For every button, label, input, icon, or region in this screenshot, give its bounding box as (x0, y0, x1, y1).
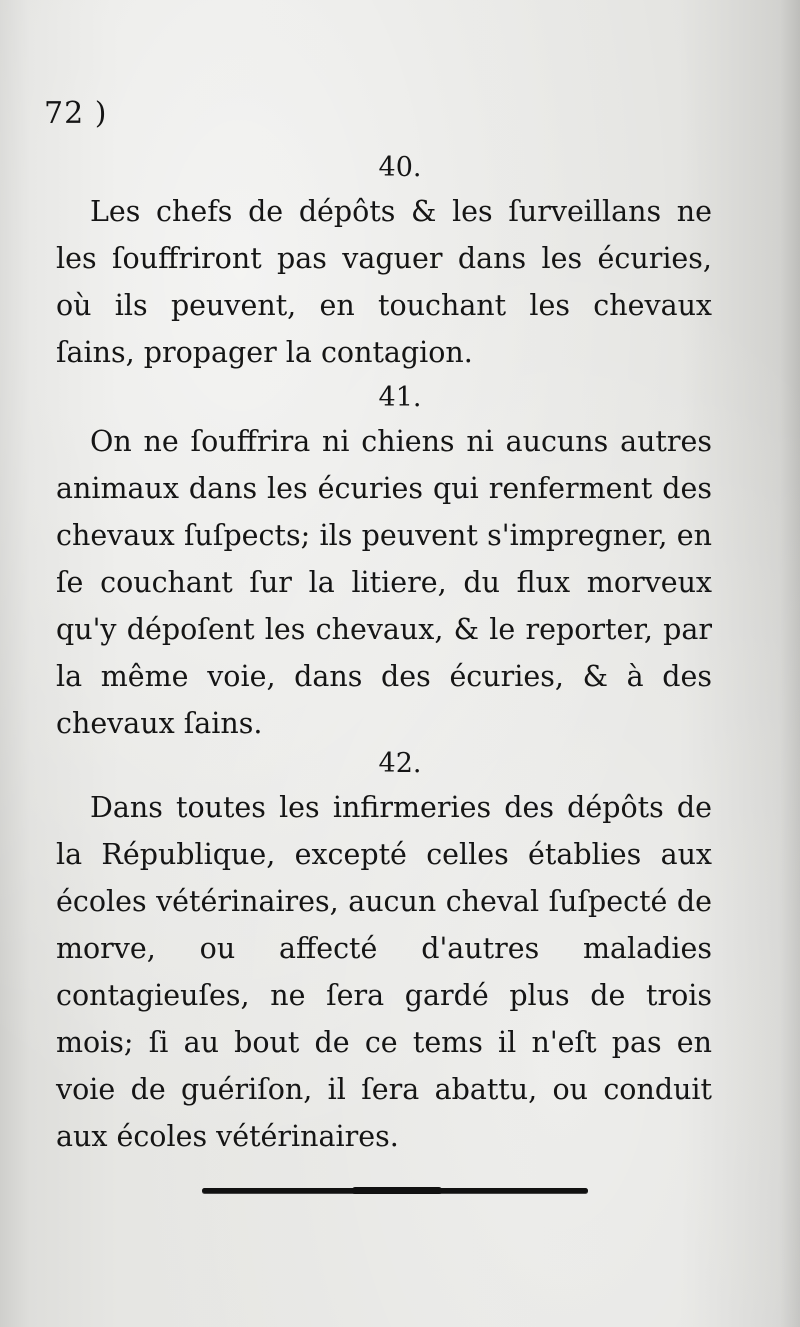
paragraph-40-text: Les chefs de dépôts & les ſurveillans ne les ſouffriront pas vaguer dans les écuries, où ils peuvent, en touchant les chevaux ſains, propager la contagion. (56, 195, 712, 369)
paragraph-41 (56, 418, 712, 747)
paragraph-40 (56, 188, 712, 376)
section-number-40: 40. (378, 152, 422, 183)
page-number: 72 ) (44, 96, 108, 131)
section-number-41: 41. (378, 382, 422, 413)
paragraph-41-text: On ne ſouffrira ni chiens ni aucuns autres animaux dans les écuries qui renferment des chevaux ſuſpects; ils peuvent s'impregner, en ſe couchant ſur la litiere, du flux morveux qu'y dépoſent les chevaux, & le reporter, par la même voie, dans des écuries, & à des chevaux ſains. (56, 425, 712, 740)
section-number-42: 42. (378, 748, 422, 779)
closing-rule (202, 1188, 588, 1193)
paragraph-42 (56, 784, 712, 1160)
paragraph-42-text: Dans toutes les infirmeries des dépôts de la République, excepté celles établies aux écoles vétérinaires, aucun cheval ſuſpecté de morve, ou affecté d'autres maladies contagieuſes, ne ſera gardé plus de trois mois; ſi au bout de ce tems il n'eſt pas en voie de guériſon, il ſera abattu, ou conduit aux écoles vétérinaires. (56, 791, 712, 1153)
